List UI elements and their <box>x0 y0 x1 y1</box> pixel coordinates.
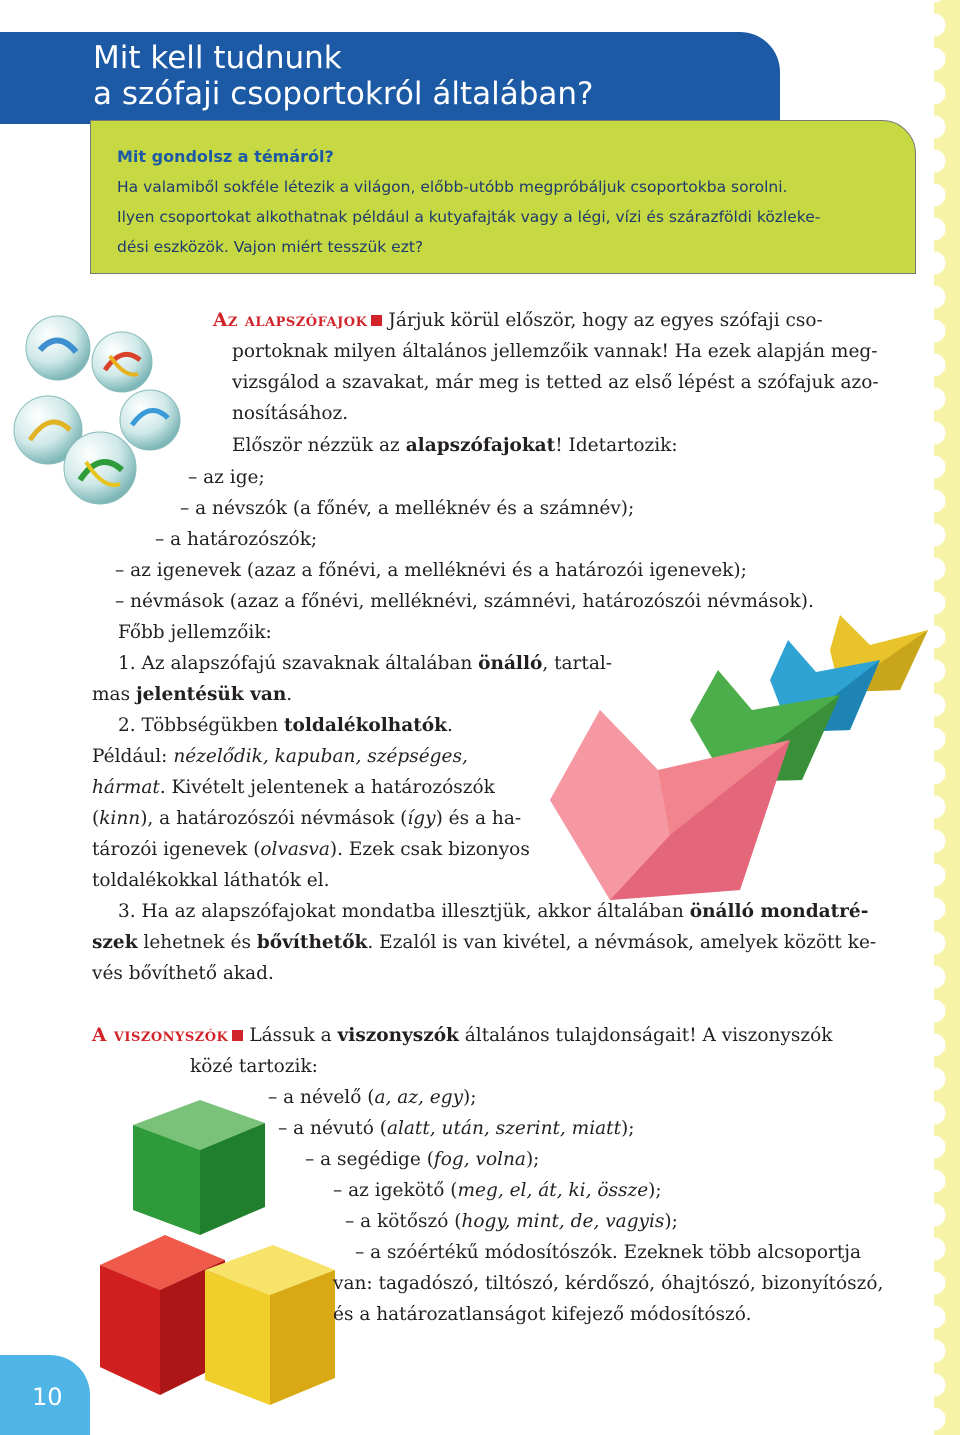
list-item: – névmások (azaz a főnévi, melléknévi, számnévi, határozószói névmások). <box>115 591 814 612</box>
think-box-title: Mit gondolsz a témáról? <box>117 147 334 166</box>
section2-intro-line1: A viszonyszók Lássuk a viszonyszók általános tulajdonságait! A viszonyszók <box>92 1025 833 1046</box>
section2-intro-line2: közé tartozik: <box>190 1056 318 1077</box>
point2-line4: (kinn), a határozószói névmások (így) és a ha- <box>92 808 522 829</box>
list-item: – az ige; <box>188 467 265 488</box>
section1-heading: Az alapszófajok <box>213 310 368 331</box>
page-number: 10 <box>32 1383 63 1411</box>
point3-line1: 3. Ha az alapszófajokat mondatba illesztjük, akkor általában önálló mondatré- <box>118 901 869 922</box>
think-box <box>90 120 916 274</box>
list-item: – a névelő (a, az, egy); <box>268 1087 477 1108</box>
point2-line2: Például: nézelődik, kapuban, szépséges, <box>92 746 468 767</box>
point3-line3: vés bővíthető akad. <box>92 963 274 984</box>
list-item-continuation: van: tagadószó, tiltószó, kérdőszó, óhajtószó, bizonyítószó, <box>333 1273 884 1294</box>
list-item: – a segédige (fog, volna); <box>305 1149 540 1170</box>
title-line-2: a szófaji csoportokról általában? <box>93 76 594 112</box>
point3-line2: szek lehetnek és bővíthetők. Ezalól is van kivétel, a névmások, amelyek között ke- <box>92 932 877 953</box>
point2-line1: 2. Többségükben toldalékolhatók. <box>118 715 453 736</box>
point2-line5: tározói igenevek (olvasva). Ezek csak bizonyos <box>92 839 530 860</box>
think-line: Ha valamiből sokféle létezik a világon, előbb-utóbb megpróbáljuk csoportokba sorolni. <box>117 178 788 196</box>
list-item: – a névutó (alatt, után, szerint, miatt); <box>278 1118 635 1139</box>
section1-intro-line2: portoknak milyen általános jellemzőik vannak! Ha ezek alapján meg- <box>232 341 878 362</box>
think-line: dési eszközök. Vajon miért tesszük ezt? <box>117 238 424 256</box>
point2-line6: toldalékokkal láthatók el. <box>92 870 330 891</box>
decorative-border <box>934 0 960 1435</box>
marbles-image <box>0 290 200 530</box>
title-line-1: Mit kell tudnunk <box>93 40 342 76</box>
page-number-tab <box>0 1355 90 1435</box>
list-item-continuation: és a határozatlanságot kifejező módosítószó. <box>333 1304 752 1325</box>
wooden-blocks-image <box>95 1095 340 1420</box>
point1-line2: mas jelentésük van. <box>92 684 293 705</box>
section1-intro-line3: vizsgálod a szavakat, már meg is tetted az első lépést a szófajuk azo- <box>232 372 879 393</box>
list-item: – az igekötő (meg, el, át, ki, össze); <box>333 1180 662 1201</box>
list-item: – a szóértékű módosítószók. Ezeknek több alcsoportja <box>355 1242 862 1263</box>
section1-first-line: Először nézzük az alapszófajokat! Idetartozik: <box>232 435 678 456</box>
page-title <box>93 40 594 112</box>
list-item: – a kötőszó (hogy, mint, de, vagyis); <box>345 1211 678 1232</box>
section-marker-square <box>371 315 382 326</box>
section1-intro-line1: Az alapszófajok Járjuk körül először, hogy az egyes szófaji cso- <box>213 310 823 331</box>
section2-heading: A viszonyszók <box>92 1025 229 1046</box>
list-item: – a határozószók; <box>155 529 318 550</box>
features-title: Főbb jellemzőik: <box>118 622 272 643</box>
section-marker-square <box>232 1030 243 1041</box>
list-item: – a névszók (a főnév, a melléknév és a számnév); <box>180 498 635 519</box>
point2-line3: hármat. Kivételt jelentenek a határozószók <box>92 777 495 798</box>
think-line: Ilyen csoportokat alkothatnak például a kutyafajták vagy a légi, vízi és szárazföldi közleke- <box>117 208 821 226</box>
point1-line1: 1. Az alapszófajú szavaknak általában önálló, tartal- <box>118 653 613 674</box>
list-item: – az igenevek (azaz a főnévi, a melléknévi és a határozói igenevek); <box>115 560 747 581</box>
section1-intro-line4: nosításához. <box>232 403 349 424</box>
